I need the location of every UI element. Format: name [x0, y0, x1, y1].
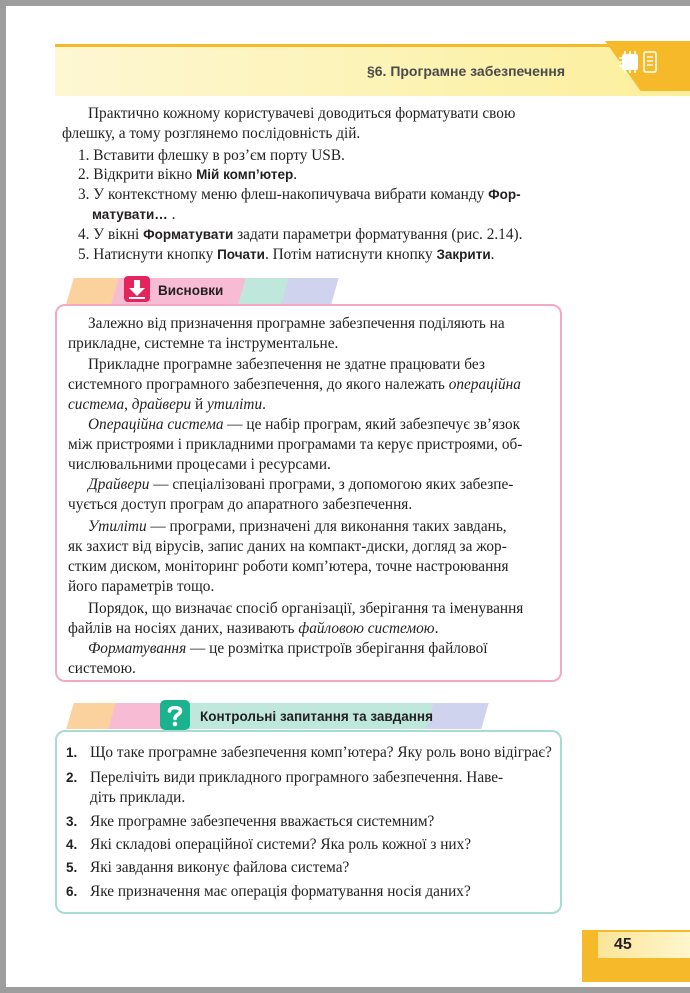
step-4-text: 4. У вікні	[78, 226, 144, 243]
question-4	[66, 835, 471, 855]
conclusion-line-5	[68, 395, 266, 415]
conclusion-line-1: Залежно від призначення програмне забезпечення поділяють на	[88, 315, 505, 332]
question-3	[66, 812, 434, 832]
question-2-number: 2.	[66, 770, 78, 785]
page-number: 45	[614, 936, 632, 953]
question-5-text: Які завдання виконує файлова система?	[90, 859, 350, 876]
conclusion-line-13: стким диском, моніторинг роботи комп’ютера, точне настроювання	[68, 558, 509, 575]
conclusion-line-7: між пристроями і прикладними програмами та керує пристроями, об-	[68, 436, 523, 453]
step-5	[78, 245, 494, 265]
step-4-bold: Форматувати	[143, 227, 234, 242]
sep-1: ,	[124, 396, 132, 413]
step-4	[78, 225, 522, 245]
question-1-text: Що таке програмне забезпечення комп’ютера? Яку роль воно відіграє?	[90, 744, 552, 761]
step-5-text-2: . Потім натиснути кнопку	[264, 246, 437, 263]
utilities-def-text: — програми, призначені для виконання таких завдань,	[146, 518, 507, 535]
conclusion-line-8: числювальними процесами і ресурсами.	[68, 456, 331, 473]
conclusion-line-12: як захист від вірусів, запис даних на компакт-диски, догляд за жор-	[68, 538, 507, 555]
term-utilities-def: Утиліти	[88, 518, 147, 535]
step-1: 1. Вставити флешку в роз’єм порту USB.	[78, 147, 345, 164]
term-os-def: Операційна система	[88, 416, 224, 433]
step-3-end: .	[167, 206, 176, 223]
step-2-text: 2. Відкрити вікно	[78, 166, 197, 183]
term-utilities: утиліти	[207, 396, 263, 413]
question-2	[66, 768, 503, 788]
step-5-bold-1: Почати	[217, 247, 265, 262]
question-4-text: Які складові операційної системи? Яка роль кожної з них?	[90, 836, 472, 853]
fs-end: .	[434, 620, 439, 637]
sep-2: й	[191, 396, 208, 413]
question-6	[66, 882, 471, 902]
step-3	[78, 185, 521, 205]
scan-border-left	[0, 0, 6, 993]
conclusion-line-2: прикладне, системне та інструментальне.	[68, 335, 339, 352]
step-3-bold-2: матувати…	[92, 207, 168, 222]
formatting-def-text: — це розмітка пристроїв зберігання файлової	[186, 640, 488, 657]
conclusion-line-11	[88, 517, 507, 537]
question-2-text: Перелічіть види прикладного програмного забезпечення. Наве-	[90, 769, 504, 786]
term-os-1: операційна	[448, 376, 521, 393]
drivers-def-text: — спеціалізовані програми, з допомогою яких забезпе-	[149, 476, 514, 493]
page-number-band	[598, 932, 690, 958]
conclusion-line-16	[68, 619, 438, 639]
term-drivers: драйвери	[131, 396, 192, 413]
term-os-2: система	[68, 396, 125, 413]
question-1	[66, 743, 552, 763]
question-4-number: 4.	[66, 837, 78, 852]
step-2-end: .	[293, 166, 298, 183]
step-2	[78, 165, 297, 185]
questions-label: Контрольні запитання та завдання	[200, 709, 433, 724]
question-3-number: 3.	[66, 814, 78, 829]
question-6-text: Яке призначення має операція форматування носія даних?	[90, 883, 471, 900]
conclusion-line-15: Порядок, що визначає спосіб організації, зберігання та іменування	[88, 600, 524, 617]
step-3-bold: Фор-	[488, 187, 521, 202]
question-3-text: Яке програмне забезпечення вважається системним?	[90, 813, 435, 830]
conclusion-line-3: Прикладне програмне забезпечення не здатне працювати без	[88, 356, 485, 373]
conclusion-line-4-text: системного програмного забезпечення, до якого належать	[68, 376, 449, 393]
step-5-end: .	[490, 246, 495, 263]
conclusion-line-17	[88, 639, 488, 659]
term-fs: файловою системою	[298, 620, 435, 637]
step-5-bold-2: Закрити	[436, 247, 491, 262]
scan-border-top	[0, 0, 690, 6]
term-drivers-def: Драйвери	[88, 476, 150, 493]
conclusion-line-18: системою.	[68, 660, 136, 677]
sep-3: .	[262, 396, 266, 413]
question-6-number: 6.	[66, 884, 78, 899]
fs-text: файлів на носіях даних, називають	[68, 620, 299, 637]
conclusion-line-4	[68, 375, 521, 395]
conclusions-label: Висновки	[158, 283, 224, 298]
question-2-cont: діть приклади.	[90, 789, 186, 806]
conclusion-line-10: чується доступ програм до апаратного забезпечення.	[68, 496, 413, 513]
os-def-text: — це набір програм, який забезпечує зв’язок	[223, 416, 521, 433]
chip-icon	[618, 49, 660, 77]
scan-border-bottom	[0, 987, 690, 993]
download-icon	[124, 276, 150, 302]
conclusion-line-14: його параметрів тощо.	[68, 578, 215, 595]
step-2-bold: Мій комп’ютер	[196, 167, 294, 182]
step-3-cont	[92, 205, 175, 225]
question-5-number: 5.	[66, 860, 78, 875]
qtab-lavender	[426, 703, 488, 729]
step-4-rest: задати параметри форматування (рис. 2.14).	[233, 226, 523, 243]
question-5	[66, 858, 349, 878]
question-icon	[160, 700, 190, 730]
step-3-text: 3. У контекстному меню флеш-накопичувача вибрати команду	[78, 186, 489, 203]
conclusion-line-9	[88, 475, 513, 495]
tab-lavender	[281, 278, 338, 304]
conclusion-line-6	[88, 415, 520, 435]
term-formatting: Форматування	[88, 640, 187, 657]
step-5-text: 5. Натиснути кнопку	[78, 246, 218, 263]
intro-line-2: флешку, а тому розглянемо послідовність дій.	[62, 125, 361, 142]
intro-line-1: Практично кожному користувачеві доводиться форматувати свою	[88, 105, 516, 122]
section-title: §6. Програмне забезпечення	[366, 63, 565, 79]
question-1-number: 1.	[66, 745, 78, 760]
